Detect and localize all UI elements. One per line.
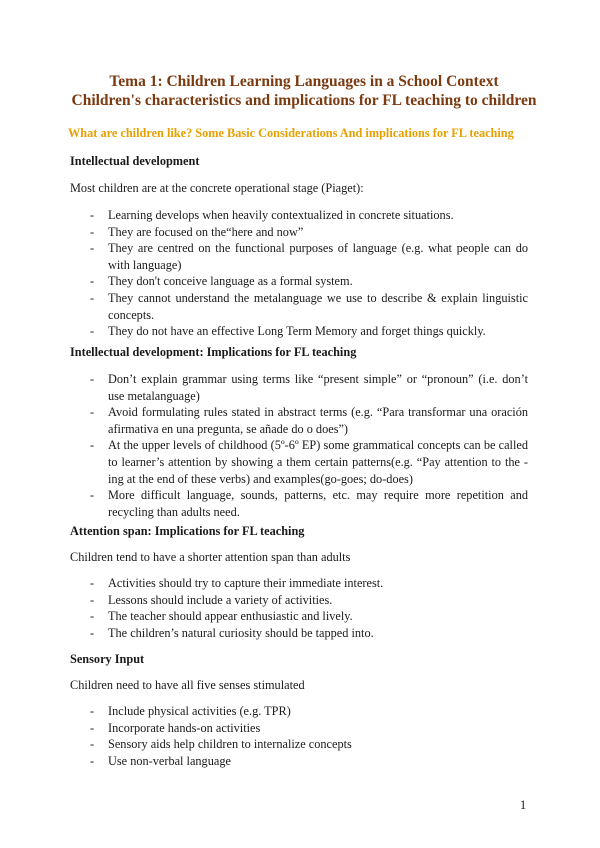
bullet-dash: - — [90, 720, 95, 735]
heading-sensory-input: Sensory Input — [70, 652, 145, 666]
list-item-text: Lessons should include a variety of activities. — [108, 592, 333, 607]
list-item — [0, 224, 528, 241]
list-item-text: The children’s natural curiosity should be tapped into. — [108, 625, 374, 640]
list-item-text: Include physical activities (e.g. TPR) — [108, 704, 291, 718]
list-item — [0, 273, 528, 290]
list-item-text: Avoid formulating rules stated in abstract terms (e.g. “Para transformar una oración afirmativa en una pregunta, se añade do o does”) — [108, 405, 528, 436]
list-sensory-input — [0, 703, 600, 769]
list-item — [0, 625, 528, 642]
page-number: 1 — [520, 798, 527, 812]
bullet-dash: - — [90, 704, 95, 718]
list-item-text: Don’t explain grammar using terms like “present simple” or “pronoun” (i.e. don’t use metalanguage) — [108, 372, 528, 403]
list-item-text: At the upper levels of childhood (5º-6º EP) some grammatical concepts can be called to learner’s attention by showing a them certain patterns(e.g. “Pay attention to the -ing at the end of these verbs) and examples(go-goes; do-does) — [108, 438, 528, 486]
document-title: Tema 1: Children Learning Languages in a School Context — [109, 73, 499, 90]
section-question-heading: What are children like? Some Basic Considerations And implications for FL teaching — [68, 126, 514, 140]
bullet-dash: - — [90, 488, 95, 503]
bullet-dash: - — [90, 208, 95, 222]
list-item — [0, 720, 528, 737]
list-intellectual-implications — [0, 371, 600, 520]
intro-intellectual-development: Most children are at the concrete operational stage (Piaget): — [70, 181, 364, 195]
list-item — [0, 437, 528, 487]
list-item-text: They do not have an effective Long Term Memory and forget things quickly. — [108, 324, 486, 339]
list-attention-span — [0, 575, 600, 641]
list-item — [0, 575, 528, 592]
list-item — [0, 323, 528, 340]
bullet-dash: - — [90, 438, 95, 453]
bullet-dash: - — [90, 372, 95, 386]
list-item-text: They don't conceive language as a formal system. — [108, 274, 353, 289]
bullet-dash: - — [90, 405, 95, 420]
list-item-text: More difficult language, sounds, patterns, etc. may require more repetition and recycling than adults need. — [108, 488, 528, 519]
intro-sensory-input: Children need to have all five senses stimulated — [70, 678, 305, 692]
bullet-dash: - — [90, 224, 95, 239]
bullet-dash: - — [90, 290, 95, 305]
list-item — [0, 371, 528, 404]
bullet-dash: - — [90, 753, 95, 768]
list-item-text: Incorporate hands-on activities — [108, 720, 261, 735]
list-item — [0, 703, 528, 720]
list-intellectual-development — [0, 207, 600, 340]
list-item — [0, 592, 528, 609]
bullet-dash: - — [90, 324, 95, 339]
list-item-text: They cannot understand the metalanguage we use to describe & explain linguistic concepts. — [108, 290, 528, 322]
intro-attention-span: Children tend to have a shorter attention span than adults — [70, 550, 351, 564]
list-item — [0, 487, 528, 520]
bullet-dash: - — [90, 737, 95, 752]
heading-intellectual-implications: Intellectual development: Implications for FL teaching — [70, 345, 357, 359]
bullet-dash: - — [90, 609, 95, 624]
heading-attention-span: Attention span: Implications for FL teaching — [70, 524, 305, 538]
bullet-dash: - — [90, 592, 95, 607]
list-item-text: Sensory aids help children to internalize concepts — [108, 737, 352, 752]
list-item-text: Activities should try to capture their immediate interest. — [108, 576, 384, 590]
list-item — [0, 240, 528, 273]
list-item-text: They are focused on the“here and now” — [108, 224, 304, 239]
list-item-text: Use non-verbal language — [108, 753, 231, 768]
bullet-dash: - — [90, 576, 95, 590]
list-item — [0, 753, 528, 770]
list-item — [0, 736, 528, 753]
bullet-dash: - — [90, 625, 95, 640]
list-item-text: Learning develops when heavily contextualized in concrete situations. — [108, 208, 454, 222]
list-item — [0, 290, 528, 323]
bullet-dash: - — [90, 241, 95, 256]
document-subtitle-heading: Children's characteristics and implications for FL teaching to children — [71, 92, 537, 109]
list-item — [0, 404, 528, 437]
bullet-dash: - — [90, 274, 95, 289]
list-item-text: They are centred on the functional purposes of language (e.g. what people can do with language) — [108, 241, 528, 272]
list-item — [0, 207, 528, 224]
list-item — [0, 608, 528, 625]
heading-intellectual-development: Intellectual development — [70, 154, 200, 168]
list-item-text: The teacher should appear enthusiastic and lively. — [108, 609, 353, 624]
